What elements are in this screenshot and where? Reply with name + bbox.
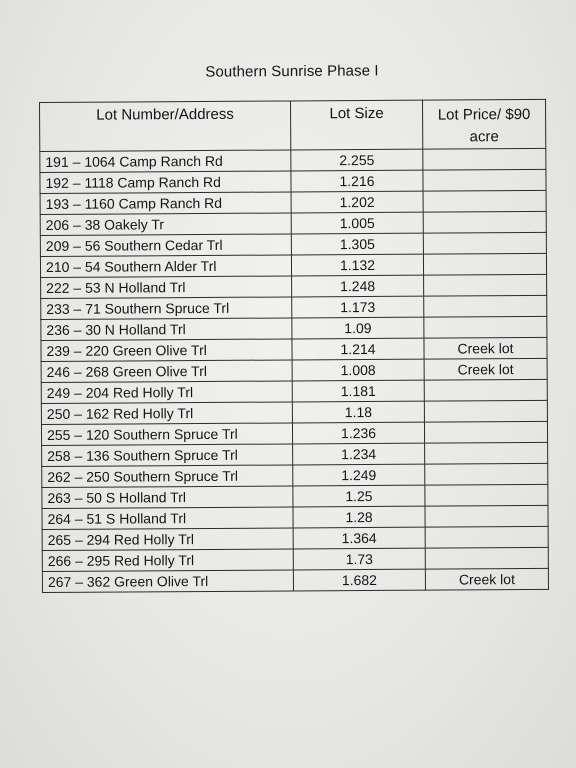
lot-table <box>39 99 549 593</box>
cell-lot-price <box>423 190 546 212</box>
cell-lot-price <box>424 295 547 317</box>
cell-lot-price <box>423 253 546 275</box>
table-row <box>41 358 547 382</box>
header-lot-price <box>422 99 545 149</box>
cell-lot-size: 1.236 <box>292 422 424 444</box>
cell-address: 267 – 362 Green Olive Trl <box>42 570 293 593</box>
cell-address: 249 – 204 Red Holly Trl <box>41 381 292 404</box>
table-row <box>42 568 548 592</box>
cell-address: 265 – 294 Red Holly Trl <box>42 528 293 551</box>
header-address: Lot Number/Address <box>40 101 291 152</box>
cell-lot-size: 1.249 <box>293 464 425 486</box>
cell-lot-price <box>424 379 547 401</box>
cell-lot-price <box>424 421 547 443</box>
cell-lot-price <box>423 169 546 191</box>
cell-address: 206 – 38 Oakely Tr <box>40 213 291 236</box>
cell-lot-price: Creek lot <box>424 337 547 359</box>
cell-lot-size: 1.005 <box>291 212 423 234</box>
cell-address: 209 – 56 Southern Cedar Trl <box>40 234 291 257</box>
cell-lot-price <box>423 211 546 233</box>
header-lot-size: Lot Size <box>290 100 422 150</box>
cell-address: 246 – 268 Green Olive Trl <box>41 360 292 383</box>
cell-lot-size: 1.28 <box>293 506 425 528</box>
cell-lot-size: 1.364 <box>293 527 425 549</box>
cell-address: 193 – 1160 Camp Ranch Rd <box>40 192 291 215</box>
cell-lot-price <box>425 505 548 527</box>
cell-address: 255 – 120 Southern Spruce Trl <box>41 423 292 446</box>
header-lot-price-line1: Lot Price/ $90 <box>437 105 531 124</box>
cell-lot-price: Creek lot <box>424 358 547 380</box>
table-body <box>40 148 549 592</box>
cell-lot-size: 1.202 <box>291 191 423 213</box>
cell-address: 191 – 1064 Camp Ranch Rd <box>40 150 291 173</box>
cell-lot-size: 1.305 <box>291 233 423 255</box>
cell-lot-size: 1.214 <box>292 338 424 360</box>
cell-lot-price: Creek lot <box>425 568 548 590</box>
cell-address: 222 – 53 N Holland Trl <box>41 276 292 299</box>
cell-lot-size: 2.255 <box>291 149 423 171</box>
cell-address: 258 – 136 Southern Spruce Trl <box>42 444 293 467</box>
cell-lot-price <box>424 400 547 422</box>
cell-address: 236 – 30 N Holland Trl <box>41 318 292 341</box>
cell-lot-price <box>424 316 547 338</box>
cell-lot-price <box>425 526 548 548</box>
cell-lot-price <box>423 148 546 170</box>
cell-lot-size: 1.173 <box>292 296 424 318</box>
cell-address: 250 – 162 Red Holly Trl <box>41 402 292 425</box>
cell-lot-price <box>425 484 548 506</box>
cell-lot-size: 1.234 <box>293 443 425 465</box>
cell-address: 192 – 1118 Camp Ranch Rd <box>40 171 291 194</box>
cell-lot-size: 1.682 <box>293 569 425 591</box>
cell-lot-size: 1.181 <box>292 380 424 402</box>
document-title: Southern Sunrise Phase I <box>205 62 379 81</box>
cell-address: 210 – 54 Southern Alder Trl <box>40 255 291 278</box>
cell-lot-size: 1.09 <box>292 317 424 339</box>
cell-lot-price <box>425 463 548 485</box>
cell-lot-price <box>425 442 548 464</box>
cell-lot-price <box>424 274 547 296</box>
cell-lot-size: 1.216 <box>291 170 423 192</box>
cell-address: 239 – 220 Green Olive Trl <box>41 339 292 362</box>
cell-lot-size: 1.73 <box>293 548 425 570</box>
cell-address: 233 – 71 Southern Spruce Trl <box>41 297 292 320</box>
table-header-row <box>40 99 546 151</box>
cell-address: 262 – 250 Southern Spruce Trl <box>42 465 293 488</box>
cell-lot-price <box>423 232 546 254</box>
cell-lot-size: 1.132 <box>291 254 423 276</box>
table-row <box>41 337 547 361</box>
cell-address: 263 – 50 S Holland Trl <box>42 486 293 509</box>
cell-lot-size: 1.248 <box>292 275 424 297</box>
cell-address: 266 – 295 Red Holly Trl <box>42 549 293 572</box>
cell-lot-size: 1.18 <box>292 401 424 423</box>
cell-lot-size: 1.008 <box>292 359 424 381</box>
cell-lot-price <box>425 547 548 569</box>
header-lot-price-line2: acre <box>469 128 499 146</box>
cell-lot-size: 1.25 <box>293 485 425 507</box>
cell-address: 264 – 51 S Holland Trl <box>42 507 293 530</box>
